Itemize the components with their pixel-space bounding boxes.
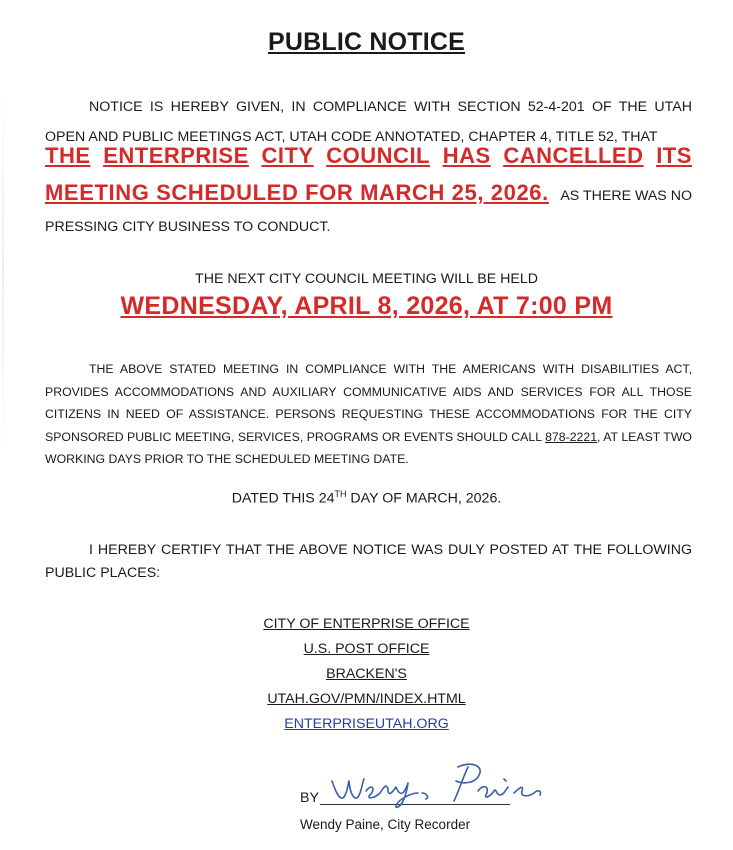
dated-ordinal: TH bbox=[334, 489, 347, 499]
ada-text: THE ABOVE STATED MEETING IN COMPLIANCE WITH THE AMERICANS WITH DISABILITIES ACT, PROVIDES ACCOMMODATIONS AND AUXILIARY COMMUNICATIVE AIDS AND SERVICES FOR ALL THOSE CITIZENS IN NEED OF ASSISTANCE. PERSONS REQUESTING THESE ACCOMMODATIONS FOR THE CITY SPONSORED PUBLIC MEETING, SERVICES, PROGRAMS OR EVENTS SHOULD CALL bbox=[45, 362, 692, 444]
cancelled-meeting-date: MEETING SCHEDULED FOR MARCH 25, 2026. bbox=[45, 180, 549, 205]
cancel-word: CITY bbox=[261, 143, 314, 168]
cancellation-line-1 bbox=[45, 143, 692, 169]
cancel-word: COUNCIL bbox=[326, 143, 430, 168]
ada-paragraph bbox=[45, 358, 692, 471]
place-item: U.S. POST OFFICE bbox=[303, 641, 430, 657]
cancel-word: ENTERPRISE bbox=[103, 143, 249, 168]
scan-edge bbox=[2, 80, 4, 460]
certify-paragraph bbox=[45, 539, 692, 585]
posting-places bbox=[0, 615, 733, 740]
place-item: UTAH.GOV/PMN/INDEX.HTML bbox=[267, 691, 466, 707]
next-meeting-lead: THE NEXT CITY COUNCIL MEETING WILL BE HELD bbox=[195, 271, 538, 287]
by-label: BY bbox=[300, 790, 319, 806]
dated-suffix: DAY OF MARCH, 2026. bbox=[346, 490, 502, 507]
dated-prefix: DATED THIS 24 bbox=[231, 490, 335, 507]
signature bbox=[318, 753, 558, 815]
cancel-word: THE bbox=[45, 143, 91, 168]
page-title: PUBLIC NOTICE bbox=[267, 28, 466, 56]
place-item: CITY OF ENTERPRISE OFFICE bbox=[263, 616, 470, 632]
intro-text: NOTICE IS HEREBY GIVEN, IN COMPLIANCE WITH SECTION 52-4-201 OF THE UTAH OPEN AND PUBLIC MEETINGS ACT, UTAH CODE ANNOTATED, CHAPTER 4, TITLE 52, THAT bbox=[45, 99, 692, 145]
cancel-word: ITS bbox=[656, 143, 692, 168]
next-meeting-date: WEDNESDAY, APRIL 8, 2026, AT 7:00 PM bbox=[120, 292, 613, 320]
place-item: BRACKEN'S bbox=[326, 666, 407, 682]
reason-text-2: PRESSING CITY BUSINESS TO CONDUCT. bbox=[45, 219, 331, 235]
signature-stroke bbox=[332, 764, 541, 807]
cancel-word: HAS bbox=[442, 143, 491, 168]
dated-line bbox=[0, 489, 733, 507]
cancellation-line-2 bbox=[45, 180, 692, 206]
signer-name: Wendy Paine, City Recorder bbox=[300, 817, 471, 832]
certify-text: I HEREBY CERTIFY THAT THE ABOVE NOTICE WAS DULY POSTED AT THE FOLLOWING PUBLIC PLACES: bbox=[45, 542, 692, 581]
cancel-word: CANCELLED bbox=[503, 143, 644, 168]
website-link[interactable]: ENTERPRISEUTAH.ORG bbox=[284, 716, 449, 732]
ada-text-end: , AT LEAST TWO WORKING DAYS PRIOR TO THE SCHEDULED MEETING DATE. bbox=[45, 429, 692, 466]
reason-text-1: AS THERE WAS NO bbox=[560, 188, 692, 204]
ada-phone: 878-2221 bbox=[545, 429, 598, 444]
